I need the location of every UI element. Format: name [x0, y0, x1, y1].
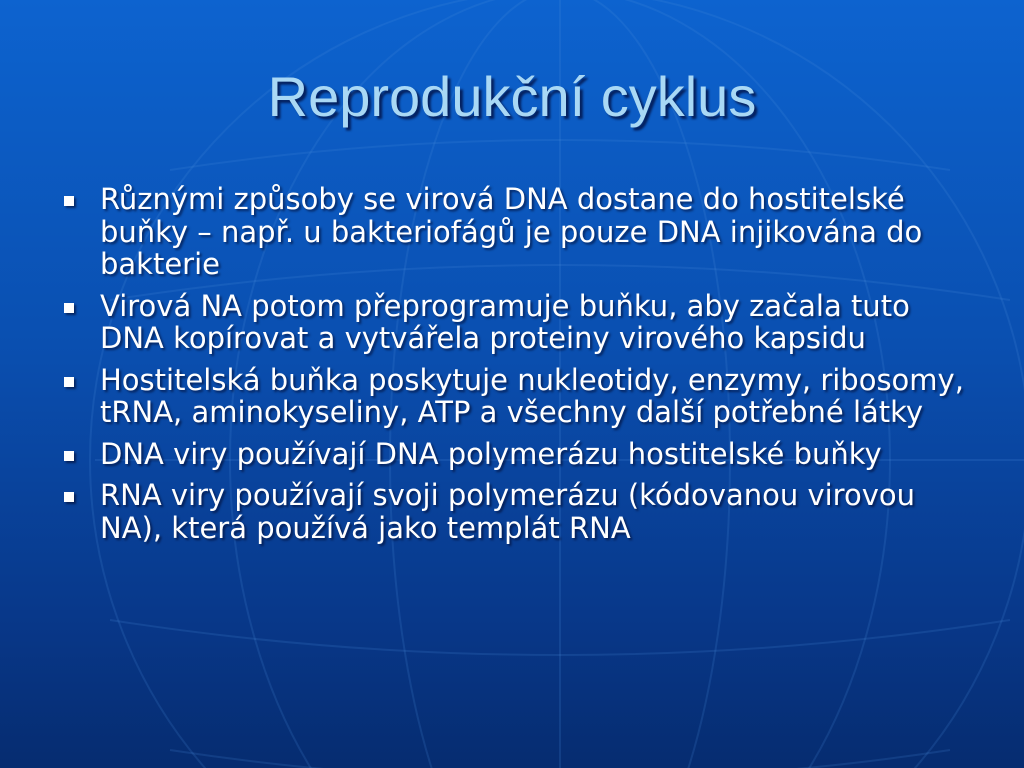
bullet-item	[62, 290, 982, 355]
square-bullet-icon	[64, 303, 74, 313]
bullet-text: DNA viry používají DNA polymerázu hostitelské buňky	[100, 436, 882, 471]
bullet-item	[62, 438, 982, 471]
square-bullet-icon	[64, 196, 74, 206]
bullet-item	[62, 364, 982, 429]
bullet-list	[62, 183, 982, 553]
square-bullet-icon	[64, 451, 74, 461]
bullet-text: Hostitelská buňka poskytuje nukleotidy, enzymy, ribosomy, tRNA, aminokyseliny, ATP a všechny další potřebné látky	[100, 362, 964, 429]
bullet-item	[62, 479, 982, 544]
bullet-text: Různými způsoby se virová DNA dostane do hostitelské buňky – např. u bakteriofágů je pouze DNA injikována do bakterie	[100, 182, 923, 281]
square-bullet-icon	[64, 492, 74, 502]
square-bullet-icon	[64, 377, 74, 387]
bullet-item	[62, 183, 982, 281]
bullet-text: Virová NA potom přeprogramuje buňku, aby začala tuto DNA kopírovat a vytvářela proteiny virového kapsidu	[100, 288, 910, 355]
slide-title: Reprodukční cyklus	[267, 65, 757, 128]
bullet-text: RNA viry používají svoji polymerázu (kódovanou virovou NA), která používá jako templát RNA	[100, 478, 915, 545]
